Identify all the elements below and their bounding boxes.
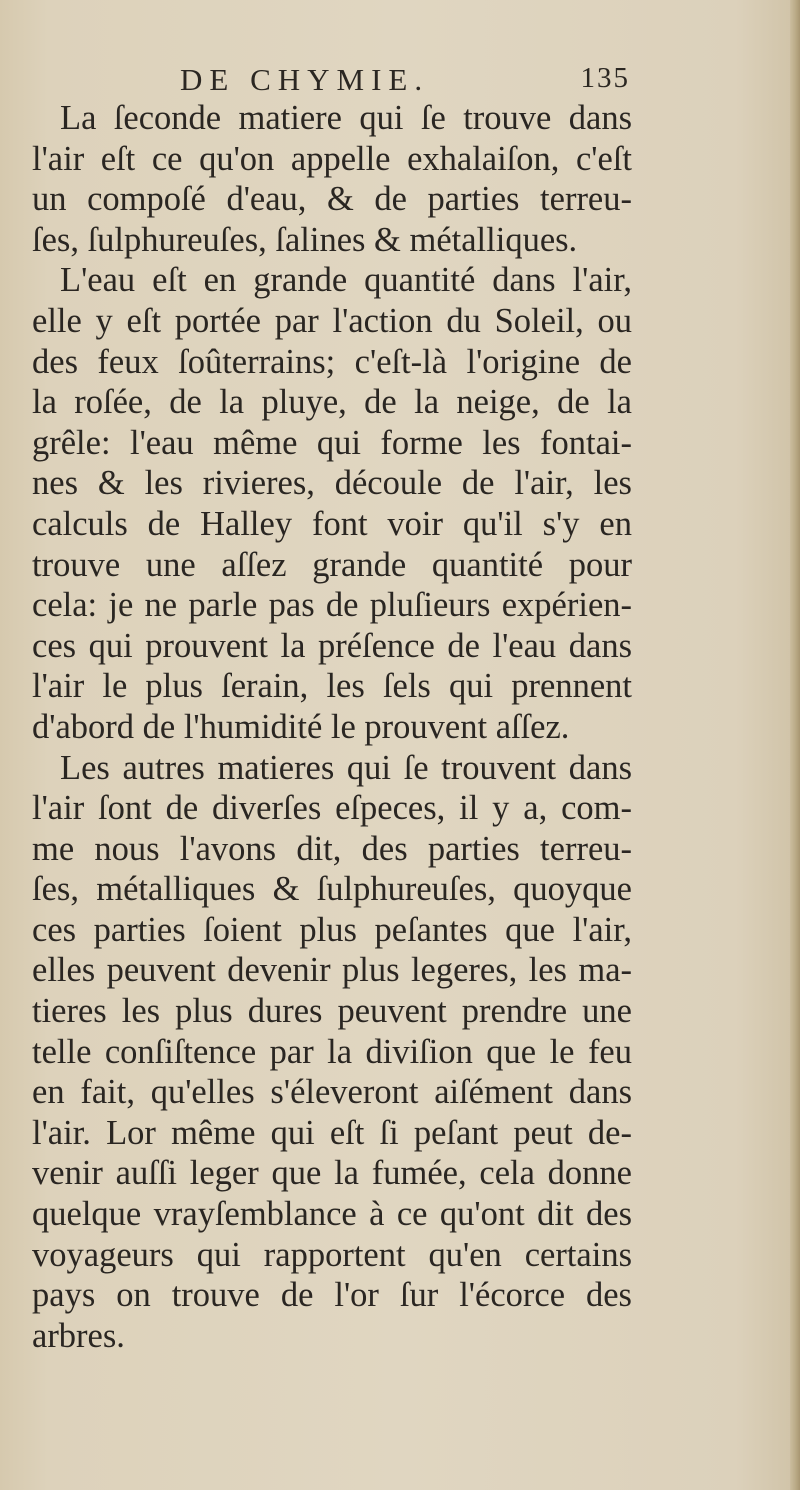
text-line: cela: je ne parle pas de pluſieurs expérien-	[32, 586, 632, 625]
text-line: telle conſiſtence par la diviſion que le feu	[32, 1032, 632, 1071]
text-line: voyageurs qui rapportent qu'en certains	[32, 1235, 632, 1274]
text-line: elles peuvent devenir plus legeres, les ma-	[32, 951, 632, 990]
text-line: trouve une aſſez grande quantité pour	[32, 545, 632, 584]
text-line: l'air. Lor même qui eſt ſi peſant peut de-	[32, 1113, 632, 1152]
running-title: DE CHYMIE.	[180, 62, 430, 97]
text-line: la roſée, de la pluye, de la neige, de la	[32, 383, 632, 422]
text-line: grêle: l'eau même qui forme les fontai-	[32, 423, 632, 462]
text-line: d'abord de l'humidité le prouvent aſſez.	[32, 707, 570, 746]
text-line: L'eau eſt en grande quantité dans l'air,	[60, 261, 632, 300]
text-line: ces qui prouvent la préſence de l'eau dans	[32, 626, 632, 665]
page-edge	[790, 0, 800, 1490]
text-line: pays on trouve de l'or ſur l'écorce des	[32, 1276, 632, 1315]
text-line: un compoſé d'eau, & de parties terreu-	[32, 180, 632, 219]
running-head	[180, 62, 630, 102]
text-line: l'air le plus ſerain, les ſels qui prennent	[32, 667, 632, 706]
text-line: ſes, métalliques & ſulphureuſes, quoyque	[32, 870, 632, 909]
page-number: 135	[580, 62, 630, 94]
text-line: l'air ſont de diverſes eſpeces, il y a, com-	[32, 789, 632, 828]
text-line: des feux ſoûterrains; c'eſt-là l'origine de	[32, 342, 632, 381]
text-line: La ſeconde matiere qui ſe trouve dans	[60, 99, 632, 137]
text-line: elle y eſt portée par l'action du Soleil, ou	[32, 301, 632, 340]
text-line: ſes, ſulphureuſes, ſalines & métalliques.	[32, 220, 578, 259]
text-line: tieres les plus dures peuvent prendre une	[32, 992, 632, 1031]
text-line: calculs de Halley font voir qu'il s'y en	[32, 504, 632, 543]
text-line: ces parties ſoient plus peſantes que l'air,	[32, 910, 632, 949]
text-line: venir auſſi leger que la fumée, cela donne	[32, 1154, 632, 1193]
text-line: arbres.	[32, 1316, 125, 1355]
text-line: Les autres matieres qui ſe trouvent dans	[60, 748, 632, 787]
text-line: l'air eſt ce qu'on appelle exhalaiſon, c'eſt	[32, 139, 632, 178]
text-line: en fait, qu'elles s'éleveront aiſément dans	[32, 1073, 632, 1112]
text-line: nes & les rivieres, découle de l'air, les	[32, 464, 632, 503]
text-line: quelque vrayſemblance à ce qu'ont dit des	[32, 1195, 632, 1234]
body-text	[32, 98, 632, 1356]
text-line: me nous l'avons dit, des parties terreu-	[32, 829, 632, 868]
